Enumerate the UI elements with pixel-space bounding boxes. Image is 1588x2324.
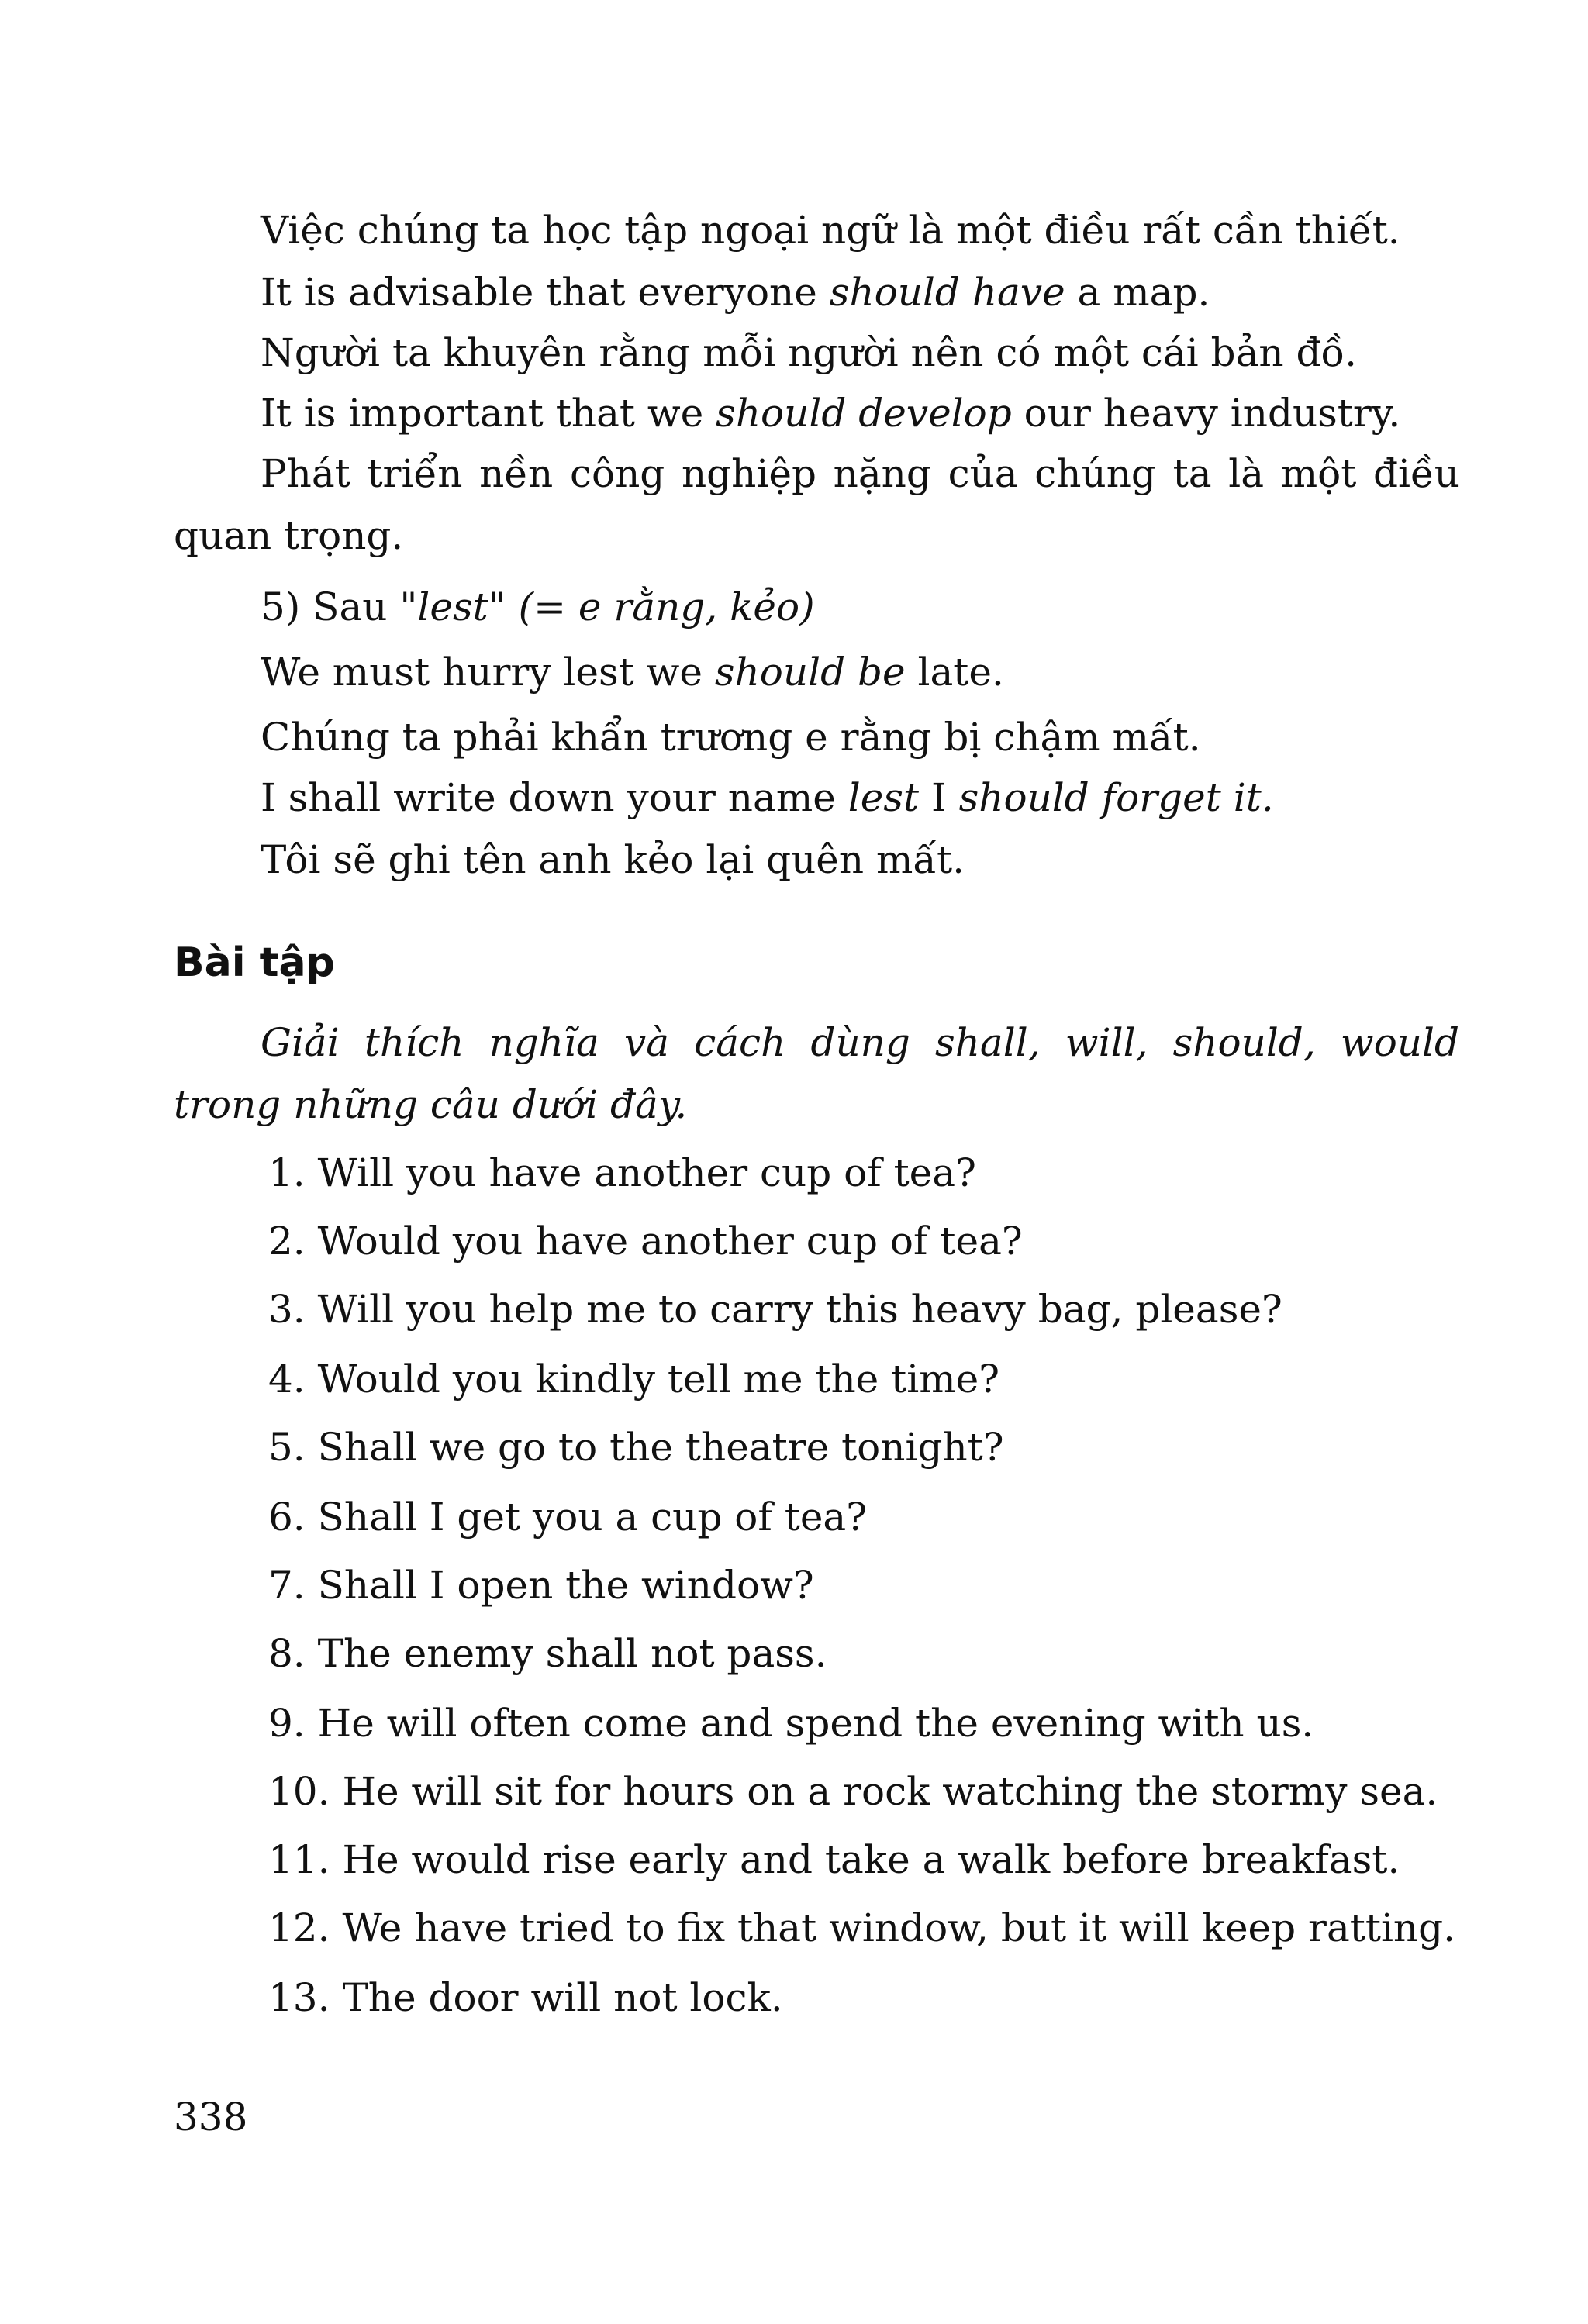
list-item: 8. The enemy shall not pass. bbox=[268, 1631, 827, 1676]
translation-line: Tôi sẽ ghi tên anh kẻo lại quên mất. bbox=[261, 837, 965, 882]
list-item: 4. Would you kindly tell me the time? bbox=[268, 1357, 1000, 1402]
list-item: 7. Shall I open the window? bbox=[268, 1563, 814, 1608]
example-sentence: We must hurry lest we should be late. bbox=[261, 650, 1004, 695]
paragraph-line: Việc chúng ta học tập ngoại ngữ là một điều rất cần thiết. bbox=[261, 208, 1400, 253]
translation-line: Phát triển nền công nghiệp nặng của chúng ta là một điều bbox=[261, 451, 1459, 496]
list-item: 3. Will you help me to carry this heavy bag, please? bbox=[268, 1287, 1282, 1332]
list-item: 9. He will often come and spend the evening with us. bbox=[268, 1701, 1314, 1746]
list-item: 12. We have tried to fix that window, but it will keep ratting. bbox=[268, 1905, 1456, 1950]
example-sentence: It is important that we should develop our heavy industry. bbox=[261, 391, 1401, 436]
list-item: 10. He will sit for hours on a rock watching the stormy sea. bbox=[268, 1769, 1438, 1814]
example-sentence: It is advisable that everyone should have a map. bbox=[261, 270, 1210, 315]
translation-line-continued: quan trọng. bbox=[174, 513, 404, 558]
instruction-line-continued: trong những câu dưới đây. bbox=[174, 1082, 688, 1127]
list-item: 11. He would rise early and take a walk before breakfast. bbox=[268, 1837, 1400, 1882]
list-item: 6. Shall I get you a cup of tea? bbox=[268, 1495, 868, 1540]
translation-line: Người ta khuyên rằng mỗi người nên có một cái bản đồ. bbox=[261, 330, 1357, 375]
exercise-heading: Bài tập bbox=[174, 940, 335, 986]
section-title: 5) Sau "lest" (= e rằng, kẻo) bbox=[261, 584, 815, 629]
example-sentence: I shall write down your name lest I should forget it. bbox=[261, 775, 1274, 820]
translation-line: Chúng ta phải khẩn trương e rằng bị chậm mất. bbox=[261, 715, 1201, 760]
list-item: 1. Will you have another cup of tea? bbox=[268, 1150, 976, 1195]
list-item: 2. Would you have another cup of tea? bbox=[268, 1219, 1023, 1264]
instruction-line: Giải thích nghĩa và cách dùng shall, will, should, would bbox=[261, 1020, 1459, 1065]
list-item: 13. The door will not lock. bbox=[268, 1975, 783, 2020]
list-item: 5. Shall we go to the theatre tonight? bbox=[268, 1425, 1004, 1470]
page-number: 338 bbox=[174, 2095, 248, 2140]
